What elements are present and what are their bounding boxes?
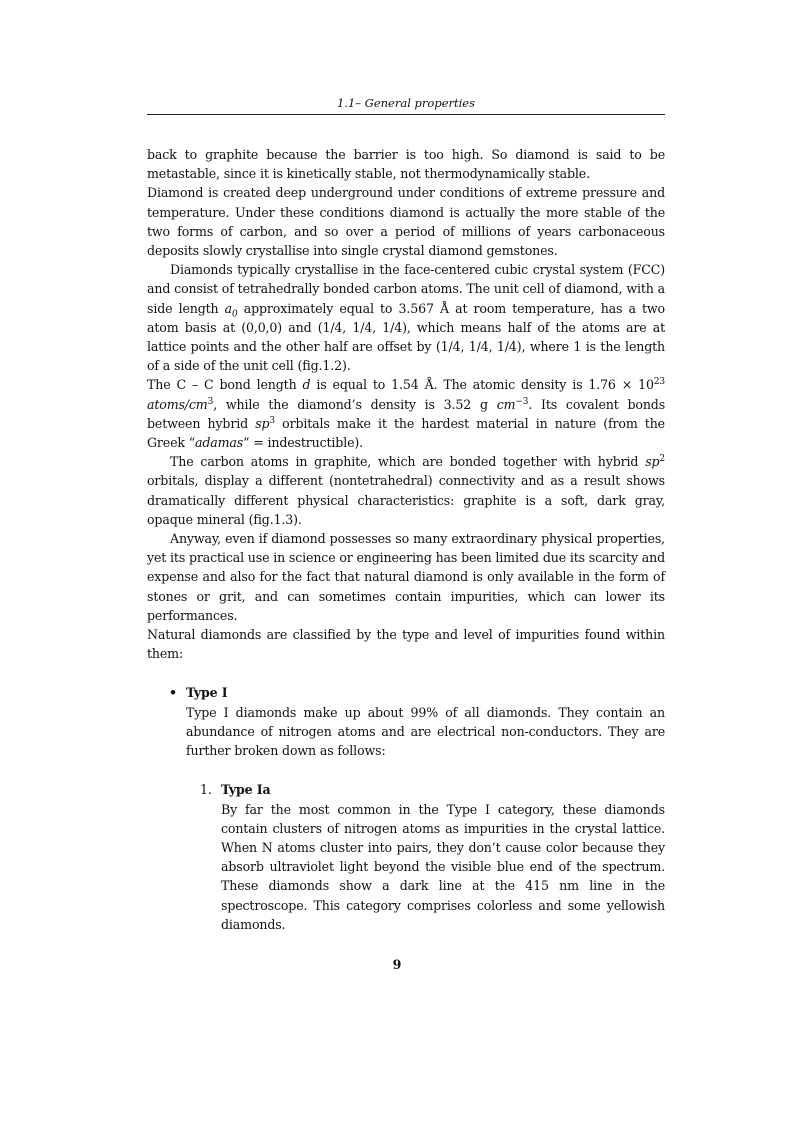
list-item-type-ia	[186, 780, 665, 934]
paragraph-classification: Natural diamonds are classified by the type and level of impurities found within them:	[147, 627, 665, 662]
type-i-subtype-list	[186, 780, 665, 934]
page-content	[147, 96, 665, 934]
type-i-title: Type I	[186, 685, 228, 701]
paragraph-graphite: The carbon atoms in graphite, which are bonded together with hybrid $sp^2$ orbitals, display a different (nontetrahedral) connectivity and as a result shows dramatically different physical characteristics: graphite is a soft, dark gray, opaque mineral (fig.1.3).	[147, 454, 665, 527]
lattice-constant-symbol: $a_0$	[224, 300, 238, 320]
paragraph-bond-length: The C – C bond length d is equal to 1.54 Å. The atomic density is $1.76 \times 10^{23}$ atoms/$cm^3$, while the diamond’s density is 3.52 g $cm^{-3}$. Its covalent bonds between hybrid $sp^3$ orbitals make it the hardest material in nature (from the Greek “adamas” = indestructible).	[147, 377, 666, 451]
paragraph-crystal-structure: Diamonds typically crystallise in the face-centered cubic crystal system (FCC) and consist of tetrahedrally bonded carbon atoms. The unit cell of diamond, with a side length $a_0$ approximately equal to 3.567 Å at room temperature, has a two atom basis at (0,0,0) and (1/4, 1/4, 1/4), which means half of the atoms are at lattice points and the other half are offset by (1/4, 1/4, 1/4), where 1 is the length of a side of the unit cell (fig.1.2).	[147, 262, 665, 374]
page-number: 9	[392, 957, 402, 972]
type-ia-title: Type Ia	[221, 782, 271, 798]
paragraph-formation: Diamond is created deep underground under conditions of extreme pressure and temperature. Under these conditions diamond is actually the more stable of the two forms of carbon, and so over a period of millions of years carbonaceous deposits slowly crystallise into single crystal diamond gemstones.	[147, 185, 665, 259]
enum-number: 1.	[200, 782, 212, 798]
list-item-type-i	[147, 683, 665, 933]
paragraph-practical-use: Anyway, even if diamond possesses so many extraordinary physical properties, yet its practical use in science or engineering has been limited due its scarcity and expense and also for the fact that natural diamond is only available in the form of stones or grit, and can sometimes contain impurities, which can lower its performances.	[147, 531, 665, 623]
paragraph-metastable: back to graphite because the barrier is too high. So diamond is said to be metastable, since it is kinetically stable, not thermodynamically stable.	[147, 147, 665, 182]
bullet-icon: •	[169, 685, 177, 701]
diamond-type-list	[147, 683, 665, 933]
running-header: 1.1– General properties	[147, 96, 665, 115]
type-i-description: Type I diamonds make up about 99% of all diamonds. They contain an abundance of nitrogen atoms and are electrical non-conductors. They are further broken down as follows:	[186, 704, 665, 759]
type-ia-description: By far the most common in the Type I category, these diamonds contain clusters of nitrogen atoms as impurities in the crystal lattice. When N atoms cluster into pairs, they don’t cause color because they absorb ultraviolet light beyond the visible blue end of the spectrum. These diamonds show a dark line at the 415 nm line in the spectroscope. This category comprises colorless and some yellowish diamonds.	[221, 801, 665, 932]
body-text	[147, 145, 665, 934]
